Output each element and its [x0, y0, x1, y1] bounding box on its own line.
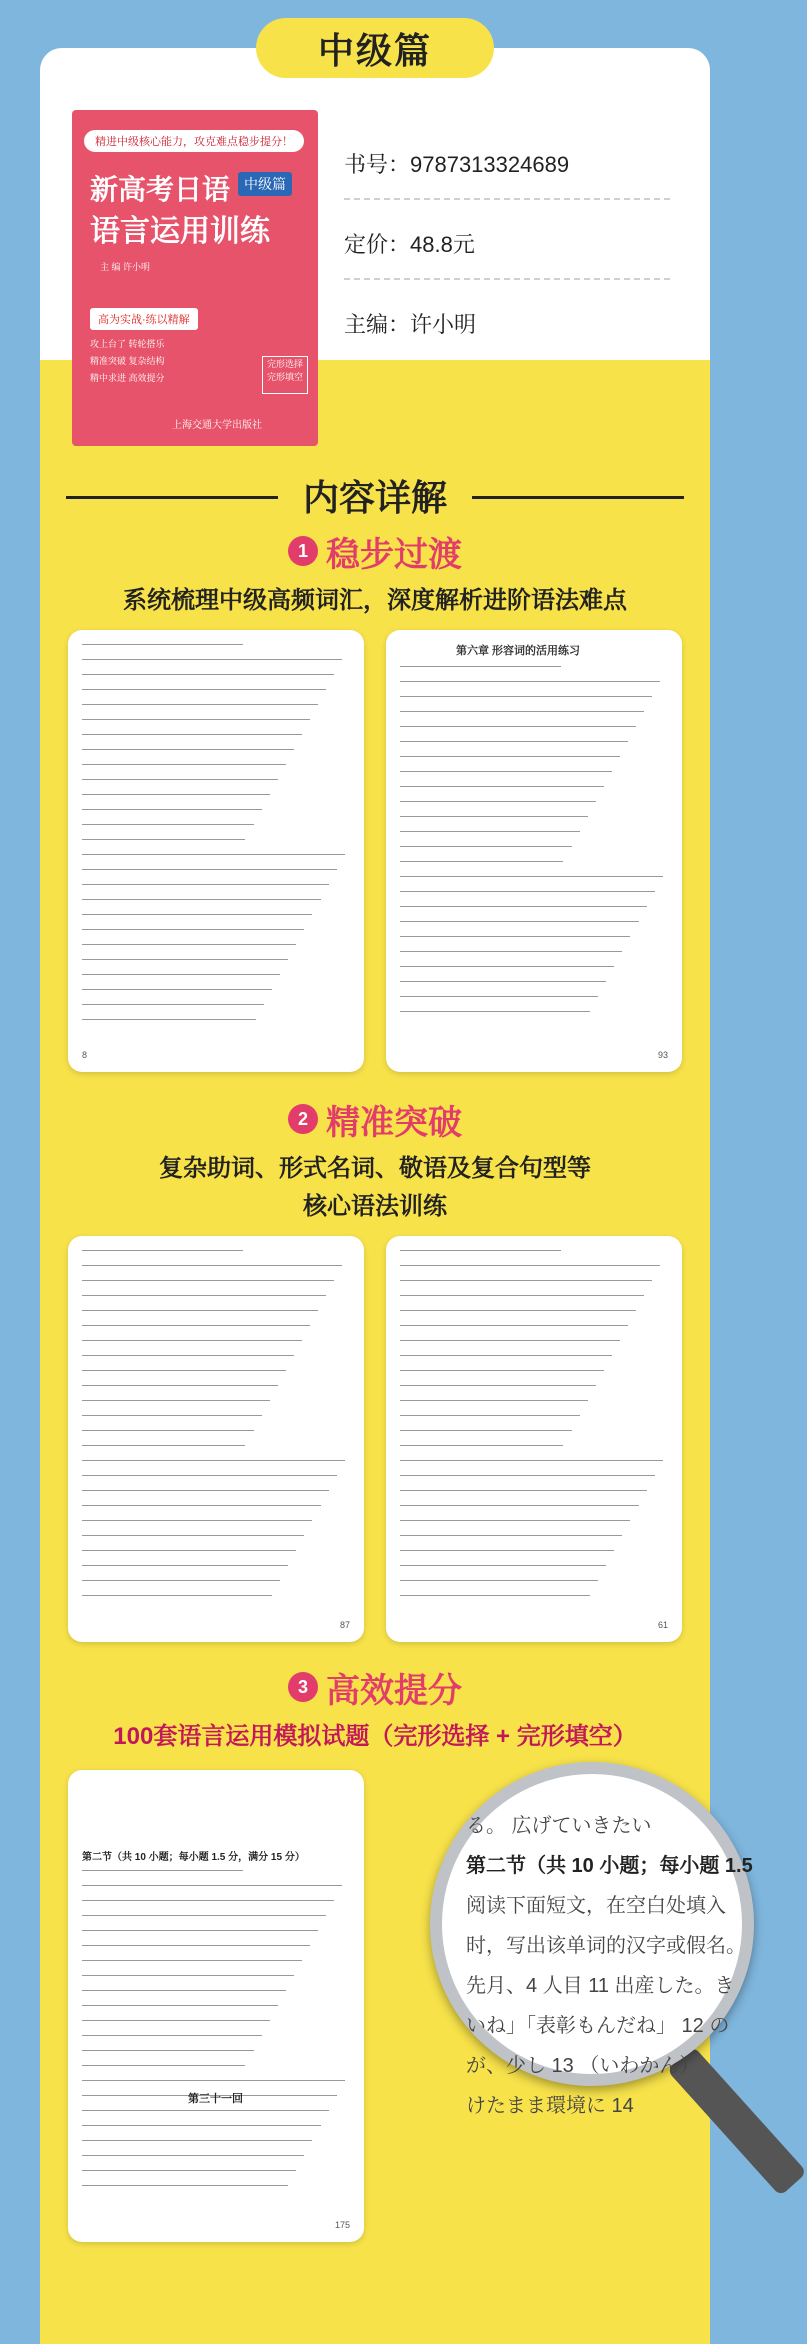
cover-feature-item: 精中求进 高效提分	[90, 373, 165, 383]
ruled-line	[82, 989, 272, 990]
cover-badge: 完形选择 完形填空	[262, 356, 308, 394]
ruled-line	[400, 1520, 630, 1521]
ruled-line	[400, 1370, 604, 1371]
feature-heading-1	[0, 530, 750, 572]
ruled-line	[82, 1445, 245, 1446]
ruled-line	[400, 771, 612, 772]
ruled-line	[400, 1535, 622, 1536]
cover-meta: 主 编 许小明	[100, 262, 151, 272]
ruled-line	[82, 2080, 345, 2081]
ruled-line	[400, 1595, 590, 1596]
ruled-line	[82, 929, 304, 930]
ruled-line	[400, 1445, 563, 1446]
ruled-line	[82, 659, 342, 660]
test-section-header: 第二节（共 10 小题；每小题 1.5 分，满分 15 分）	[82, 1852, 305, 1863]
ruled-line	[82, 1535, 304, 1536]
ruled-line	[400, 756, 620, 757]
isbn-text: 书号：9787313324689	[344, 152, 570, 177]
sample-page-adjective	[386, 630, 682, 1072]
test-round-title: 第三十一回	[188, 2093, 243, 2105]
feature-description: 100套语言运用模拟试题（完形选择 + 完形填空）	[113, 1723, 637, 1750]
ruled-line	[400, 741, 628, 742]
ruled-line	[400, 666, 561, 667]
ruled-line	[400, 711, 644, 712]
ruled-line	[400, 921, 639, 922]
ruled-line	[400, 1325, 628, 1326]
ruled-line	[82, 1975, 294, 1976]
ruled-line	[82, 2050, 254, 2051]
ruled-line	[82, 764, 286, 765]
ruled-line	[400, 816, 588, 817]
magnified-text: が、少し 13 （いわかん）	[466, 2055, 700, 2077]
arrow-icon: 1	[288, 536, 318, 566]
ruled-line	[82, 944, 296, 945]
ruled-line	[82, 2110, 329, 2111]
cover-title-line2: 语言运用训练	[90, 215, 270, 248]
ruled-line	[82, 779, 278, 780]
ruled-line	[400, 846, 572, 847]
ruled-line	[82, 869, 337, 870]
ruled-line	[400, 1460, 663, 1461]
magnified-text: る。 広げていきたい	[466, 1815, 652, 1837]
ruled-line	[400, 906, 647, 907]
ruled-line	[82, 1340, 302, 1341]
feature-description: 系统梳理中级高频词汇，深度解析进阶语法难点	[123, 587, 627, 614]
page-number: 93	[657, 1050, 668, 1060]
ruled-line	[82, 1355, 294, 1356]
ruled-line	[82, 1490, 329, 1491]
ruled-line	[82, 2170, 296, 2171]
ruled-line	[400, 1265, 660, 1266]
ruled-line	[82, 1900, 334, 1901]
ruled-line	[82, 809, 262, 810]
ruled-line	[82, 914, 312, 915]
magnified-text: 时，写出该单词的汉字或假名。	[466, 1935, 746, 1957]
ruled-line	[400, 1550, 614, 1551]
editor-text: 主编：许小明	[344, 312, 477, 337]
feature-title: 稳步过渡	[326, 535, 462, 574]
ruled-line	[82, 1520, 312, 1521]
ruled-line	[82, 1505, 321, 1506]
magnified-text: 第二节（共 10 小题；每小题 1.5	[466, 1855, 753, 1877]
feature-heading-2	[0, 1098, 750, 1140]
cover-feature-list	[90, 336, 290, 387]
ruled-line	[82, 1580, 280, 1581]
ruled-line	[82, 1595, 272, 1596]
ruled-line	[82, 2020, 270, 2021]
cover-publisher: 上海交通大学出版社	[172, 420, 262, 431]
ruled-line	[400, 696, 652, 697]
ruled-line	[400, 1310, 636, 1311]
sample-page-grammar	[68, 1236, 364, 1642]
ruled-line	[82, 824, 254, 825]
ruled-line	[82, 2185, 288, 2186]
ruled-line	[400, 966, 614, 967]
ruled-line	[82, 1930, 318, 1931]
page-title: 中级篇	[256, 18, 494, 78]
ruled-line	[82, 1400, 270, 1401]
ruled-line	[82, 1430, 254, 1431]
sample-page-test	[68, 1770, 364, 2242]
ruled-line	[82, 1565, 288, 1566]
sample-page-title: 第六章 形容词的活用练习	[456, 645, 581, 657]
magnified-text: 阅读下面短文，在空白处填入	[466, 1895, 726, 1917]
divider	[344, 198, 670, 200]
ruled-line	[82, 704, 318, 705]
divider	[344, 278, 670, 280]
ruled-line	[400, 1280, 652, 1281]
ruled-line	[82, 1915, 326, 1916]
cover-slogan: 精进中级核心能力，攻克难点稳步提分！	[84, 130, 304, 152]
ruled-line	[82, 1004, 264, 1005]
ruled-line	[400, 681, 660, 682]
ruled-line	[400, 1580, 598, 1581]
ruled-line	[82, 959, 288, 960]
ruled-line	[82, 749, 294, 750]
ruled-line	[82, 839, 245, 840]
cover-title-line1: 新高考日语	[90, 174, 231, 205]
ruled-line	[400, 1565, 606, 1566]
cover-level-tag: 中级篇	[238, 172, 292, 196]
ruled-line	[82, 734, 302, 735]
ruled-line	[82, 1019, 256, 1020]
ruled-line	[82, 674, 334, 675]
ruled-line	[82, 1415, 262, 1416]
ruled-line	[82, 1945, 310, 1946]
ruled-line	[82, 1550, 296, 1551]
ruled-line	[82, 1475, 337, 1476]
section-heading: 内容详解	[302, 477, 447, 518]
cover-feature-item: 精准突破 复杂结构	[90, 356, 165, 366]
page-number: 61	[657, 1620, 668, 1630]
arrow-icon: 2	[288, 1104, 318, 1134]
ruled-line	[82, 1385, 278, 1386]
cover-ribbon: 高为实战·练以精解	[90, 308, 198, 330]
sample-page-vocab	[68, 630, 364, 1072]
ruled-line	[400, 1430, 572, 1431]
ruled-line	[82, 1460, 345, 1461]
ruled-line	[82, 974, 280, 975]
ruled-line	[82, 1870, 243, 1871]
ruled-line	[400, 1295, 644, 1296]
ruled-line	[400, 1385, 596, 1386]
ruled-line	[82, 2065, 245, 2066]
ruled-line	[400, 786, 604, 787]
page-number: 175	[334, 2220, 350, 2230]
ruled-line	[400, 1415, 580, 1416]
feature-description: 复杂助词、形式名词、敬语及复合句型等	[159, 1155, 591, 1182]
magnified-text: いね」「表彰もんだね」 12 の	[466, 2015, 730, 2037]
magnifier-lens	[430, 1762, 754, 2117]
ruled-line	[82, 1990, 286, 1991]
ruled-line	[82, 2155, 304, 2156]
ruled-line	[82, 1295, 326, 1296]
ruled-line	[400, 1355, 612, 1356]
ruled-line	[82, 1370, 286, 1371]
ruled-line	[400, 1250, 561, 1251]
ruled-line	[82, 854, 345, 855]
feature-title: 高效提分	[326, 1671, 462, 1710]
ruled-line	[82, 1280, 334, 1281]
ruled-line	[82, 1325, 310, 1326]
book-cover	[72, 110, 318, 446]
ruled-line	[82, 2005, 278, 2006]
ruled-line	[400, 1505, 639, 1506]
ruled-line	[400, 981, 606, 982]
ruled-line	[400, 876, 663, 877]
feature-title: 精准突破	[326, 1103, 462, 1142]
ruled-line	[82, 884, 329, 885]
ruled-line	[82, 2140, 312, 2141]
ruled-line	[400, 891, 655, 892]
ruled-line	[82, 1960, 302, 1961]
page-number: 8	[82, 1050, 88, 1060]
ruled-line	[82, 1265, 342, 1266]
ruled-line	[82, 2125, 321, 2126]
ruled-line	[82, 1885, 342, 1886]
ruled-line	[400, 726, 636, 727]
ruled-line	[400, 1490, 647, 1491]
ruled-line	[82, 899, 321, 900]
sample-page-exercise	[386, 1236, 682, 1642]
ruled-line	[400, 861, 563, 862]
magnified-text: 先月、4 人目 11 出産した。き	[466, 1975, 735, 1997]
magnified-text: けたまま環境に 14	[466, 2095, 634, 2117]
feature-heading-3	[0, 1666, 750, 1708]
ruled-line	[82, 2035, 262, 2036]
page-number: 87	[339, 1620, 350, 1630]
feature-description: 核心语法训练	[303, 1193, 447, 1220]
ruled-line	[82, 1250, 243, 1251]
ruled-line	[400, 1340, 620, 1341]
arrow-icon: 3	[288, 1672, 318, 1702]
ruled-line	[400, 951, 622, 952]
ruled-line	[400, 801, 596, 802]
ruled-line	[82, 1310, 318, 1311]
ruled-line	[400, 1475, 655, 1476]
ruled-line	[400, 1011, 590, 1012]
ruled-line	[400, 996, 598, 997]
ruled-line	[82, 644, 243, 645]
ruled-line	[82, 719, 310, 720]
ruled-line	[82, 689, 326, 690]
ruled-line	[400, 1400, 588, 1401]
cover-feature-item: 攻上台了 转轮搭乐	[90, 339, 165, 349]
ruled-line	[400, 936, 630, 937]
ruled-line	[82, 794, 270, 795]
heading-line-right	[472, 496, 684, 499]
ruled-line	[400, 831, 580, 832]
price-text: 定价：48.8元	[344, 232, 475, 257]
